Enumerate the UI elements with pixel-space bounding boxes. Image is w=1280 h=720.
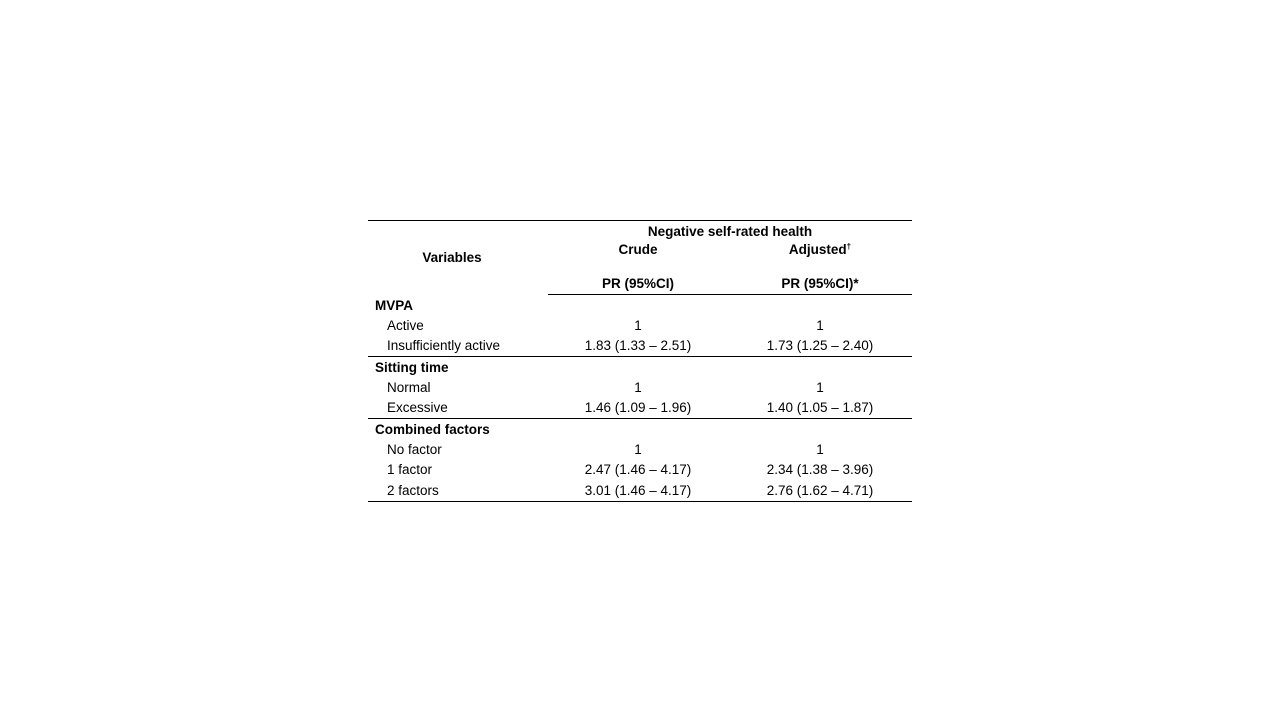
results-table (368, 220, 912, 502)
adjusted-value: 2.34 (1.38 – 3.96) (766, 462, 874, 478)
table-row (368, 377, 912, 398)
table-row (368, 336, 912, 357)
adjusted-value: 1 (816, 441, 824, 457)
adjusted-value: 1 (816, 379, 824, 395)
row-label: Excessive (368, 398, 548, 419)
adjusted-value: 1 (816, 317, 824, 333)
results-table-container (368, 220, 912, 502)
row-label: Insufficiently active (368, 336, 548, 357)
group-label: Combined factors (375, 421, 490, 437)
crude-value: 2.47 (1.46 – 4.17) (584, 462, 692, 478)
crude-header-label: Crude (618, 241, 658, 257)
table-body (368, 295, 912, 502)
row-label: No factor (387, 441, 442, 457)
crude-header (548, 242, 728, 273)
adjusted-measure-header: PR (95%CI)* (728, 273, 912, 295)
adjusted-footnote-mark: † (846, 241, 852, 251)
adjusted-header-label: Adjusted (788, 241, 847, 257)
table-row (368, 315, 912, 336)
table-row (368, 480, 912, 501)
crude-value: 1 (634, 317, 642, 333)
group-label: Sitting time (375, 359, 449, 375)
row-label: 1 factor (387, 462, 433, 478)
adjusted-value: 2.76 (1.62 – 4.71) (728, 480, 912, 501)
crude-value: 1 (634, 441, 642, 457)
header-row-outcome (368, 221, 912, 242)
row-label: 2 factors (368, 480, 548, 501)
adjusted-value: 1.40 (1.05 – 1.87) (728, 398, 912, 419)
group-row (368, 419, 912, 440)
crude-measure-header: PR (95%CI) (548, 273, 728, 295)
table-row (368, 460, 912, 481)
variables-header: Variables (368, 221, 548, 295)
row-label: Normal (387, 379, 431, 395)
row-label: Active (387, 317, 424, 333)
group-label: MVPA (375, 297, 414, 313)
table-header (368, 221, 912, 295)
crude-value: 3.01 (1.46 – 4.17) (548, 480, 728, 501)
crude-value: 1.46 (1.09 – 1.96) (548, 398, 728, 419)
outcome-header: Negative self-rated health (548, 221, 912, 242)
crude-value: 1 (634, 379, 642, 395)
group-row (368, 295, 912, 316)
adjusted-header (728, 242, 912, 273)
group-row (368, 357, 912, 378)
table-row (368, 439, 912, 460)
table-row (368, 398, 912, 419)
adjusted-value: 1.73 (1.25 – 2.40) (728, 336, 912, 357)
crude-value: 1.83 (1.33 – 2.51) (548, 336, 728, 357)
